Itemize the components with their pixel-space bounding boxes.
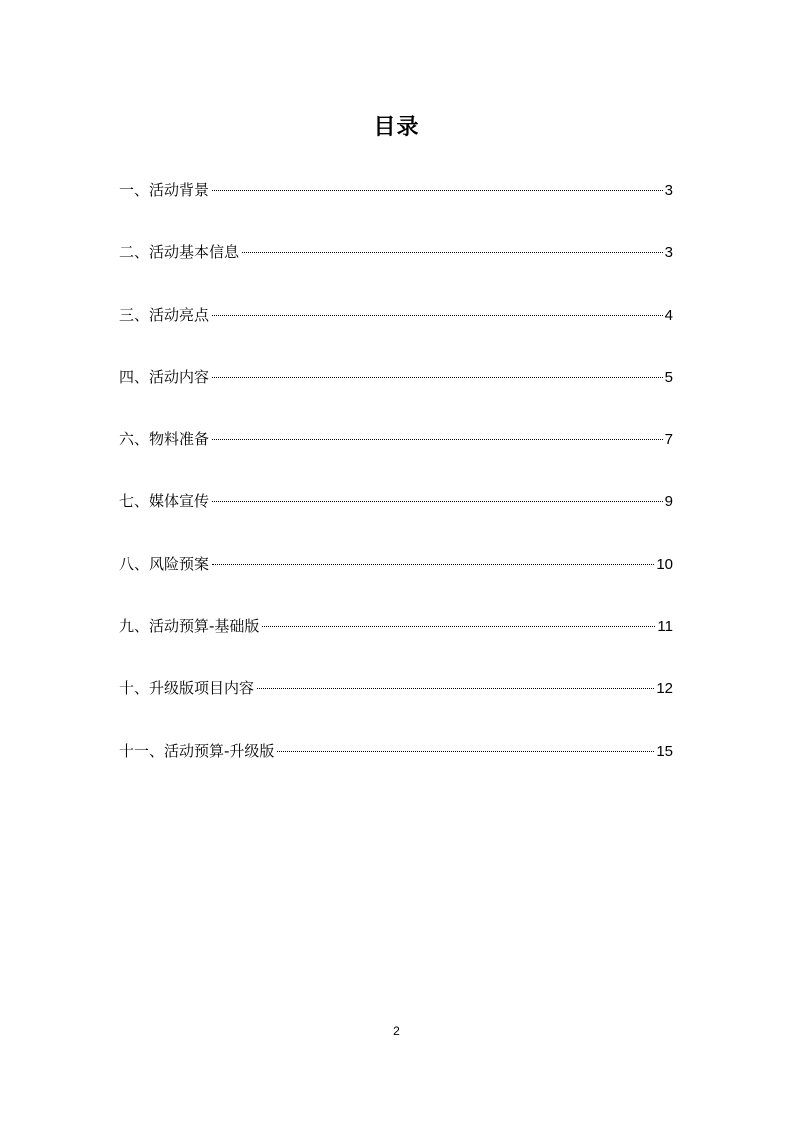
toc-entry[interactable] [119,489,673,551]
toc-entry-page: 3 [664,244,673,262]
table-of-contents [119,178,673,801]
toc-leader-dots [257,688,654,689]
toc-entry-page: 15 [656,742,673,760]
toc-entry-label: 八、风险预案 [119,554,210,573]
toc-leader-dots [212,564,654,565]
toc-entry-page: 9 [664,493,673,511]
toc-leader-dots [242,252,663,253]
toc-leader-dots [212,377,663,378]
toc-entry-label: 二、活动基本信息 [119,243,240,262]
toc-entry-label: 十一、活动预算-升级版 [119,741,275,760]
toc-entry[interactable] [119,739,673,801]
toc-entry-page: 11 [657,618,673,636]
page-title: 目录 [373,115,420,140]
toc-entry-label: 九、活动预算-基础版 [119,617,260,636]
toc-leader-dots [262,626,655,627]
toc-entry-label: 十、升级版项目内容 [119,679,255,698]
toc-entry-page: 3 [664,182,673,199]
toc-entry-page: 4 [664,306,673,324]
toc-entry-label: 一、活动背景 [119,181,210,199]
toc-leader-dots [212,501,663,502]
toc-entry-page: 10 [656,555,673,573]
toc-entry-page: 12 [656,680,673,698]
toc-entry[interactable] [119,552,673,614]
toc-entry-label: 六、物料准备 [119,430,210,449]
toc-leader-dots [212,315,663,316]
toc-entry[interactable] [119,240,673,302]
toc-entry-page: 7 [664,431,673,449]
toc-entry-label: 三、活动亮点 [119,305,210,324]
toc-entry[interactable] [119,178,673,240]
toc-entry[interactable] [119,427,673,489]
toc-entry-label: 七、媒体宣传 [119,492,210,511]
toc-leader-dots [277,751,654,752]
toc-entry[interactable] [119,614,673,676]
toc-entry[interactable] [119,303,673,365]
toc-leader-dots [212,190,663,191]
page-number: 2 [393,1024,400,1038]
toc-entry-page: 5 [664,368,673,386]
toc-entry[interactable] [119,365,673,427]
toc-leader-dots [212,439,663,440]
toc-entry[interactable] [119,676,673,738]
toc-entry-label: 四、活动内容 [119,367,210,386]
